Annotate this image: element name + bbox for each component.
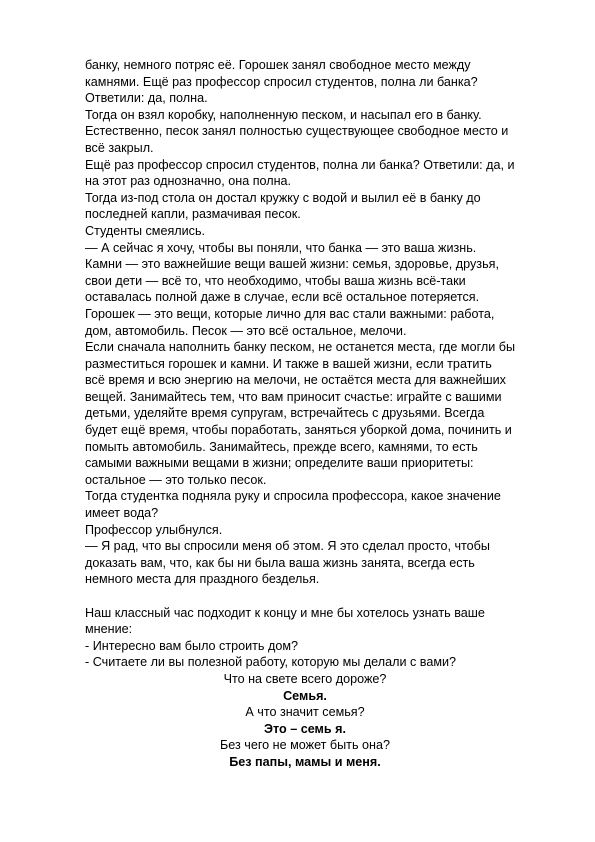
verse-question: А что значит семья? [245, 705, 365, 720]
text-line: на этот раз однозначно, она полна. [85, 174, 292, 189]
text-line: всё закрыл. [85, 140, 154, 155]
text-line: Наш классный час подходит к концу и мне бы хотелось узнать ваше [85, 605, 485, 620]
text-line: немного места для праздного безделья. [85, 572, 320, 587]
story-paragraphs [85, 57, 525, 588]
text-line: Тогда он взял коробку, наполненную песком, и насыпал его в банку. [85, 107, 482, 122]
document-text [85, 57, 525, 771]
text-line: Ответили: да, полна. [85, 91, 208, 106]
text-line: самыми важными вещами в жизни; определите ваши приоритеты: [85, 456, 474, 471]
text-line: мнение: [85, 622, 133, 637]
text-line: — А сейчас я хочу, чтобы вы поняли, что банка — это ваша жизнь. [85, 240, 477, 255]
verse-question: Что на свете всего дороже? [223, 671, 387, 686]
text-line: Камни — это важнейшие вещи вашей жизни: семья, здоровье, друзья, [85, 257, 499, 272]
text-line: камнями. Ещё раз профессор спросил студентов, полна ли банка? [85, 74, 478, 89]
text-line: помыть автомобиль. Занимайтесь, прежде всего, камнями, то есть [85, 439, 478, 454]
text-line: Горошек — это вещи, которые лично для вас стали важными: работа, [85, 306, 495, 321]
text-line: Ещё раз профессор спросил студентов, полна ли банка? Ответили: да, и [85, 157, 515, 172]
text-line: Если сначала наполнить банку песком, не останется места, где могли бы [85, 340, 516, 355]
text-line: остальное — это только песок. [85, 472, 267, 487]
closing-paragraph [85, 605, 525, 671]
text-line: доказать вам, что, как бы ни была ваша жизнь занята, всегда есть [85, 555, 475, 570]
text-line: разместиться горошек и камни. И также в вашей жизни, если тратить [85, 356, 492, 371]
paragraph-gap [85, 588, 525, 605]
verse-answer: Семья. [283, 688, 327, 703]
text-line: будет ещё время, чтобы поработать, заняться уборкой дома, починить и [85, 423, 512, 438]
text-line: оставалась полной даже в случае, если всё остальное потеряется. [85, 290, 480, 305]
text-line: дом, автомобиль. Песок — это всё остальное, мелочи. [85, 323, 407, 338]
text-line: Тогда из-под стола он достал кружку с водой и вылил её в банку до [85, 190, 481, 205]
verse-answer: Без папы, мамы и меня. [229, 754, 381, 769]
centered-verse [85, 671, 525, 771]
text-line: - Считаете ли вы полезной работу, которую мы делали с вами? [85, 655, 457, 670]
text-line: последней капли, размачивая песок. [85, 207, 301, 222]
verse-question: Без чего не может быть она? [220, 738, 390, 753]
text-line: Студенты смеялись. [85, 223, 206, 238]
text-line: свои дети — всё то, что необходимо, чтобы ваша жизнь всё-таки [85, 273, 466, 288]
text-line: - Интересно вам было строить дом? [85, 638, 299, 653]
text-line: — Я рад, что вы спросили меня об этом. Я это сделал просто, чтобы [85, 539, 490, 554]
text-line: Профессор улыбнулся. [85, 522, 223, 537]
text-line: детьми, уделяйте время супругам, встречайтесь с друзьями. Всегда [85, 406, 485, 421]
text-line: Естественно, песок занял полностью существующее свободное место и [85, 124, 509, 139]
text-line: всё время и всю энергию на мелочи, не остаётся места для важнейших [85, 373, 506, 388]
text-line: Тогда студентка подняла руку и спросила профессора, какое значение [85, 489, 501, 504]
text-line: банку, немного потряс её. Горошек занял свободное место между [85, 58, 471, 72]
text-line: имеет вода? [85, 506, 159, 521]
text-line: вещей. Занимайтесь тем, что вам приносит счастье: играйте с вашими [85, 389, 502, 404]
verse-answer: Это – семь я. [264, 721, 346, 736]
